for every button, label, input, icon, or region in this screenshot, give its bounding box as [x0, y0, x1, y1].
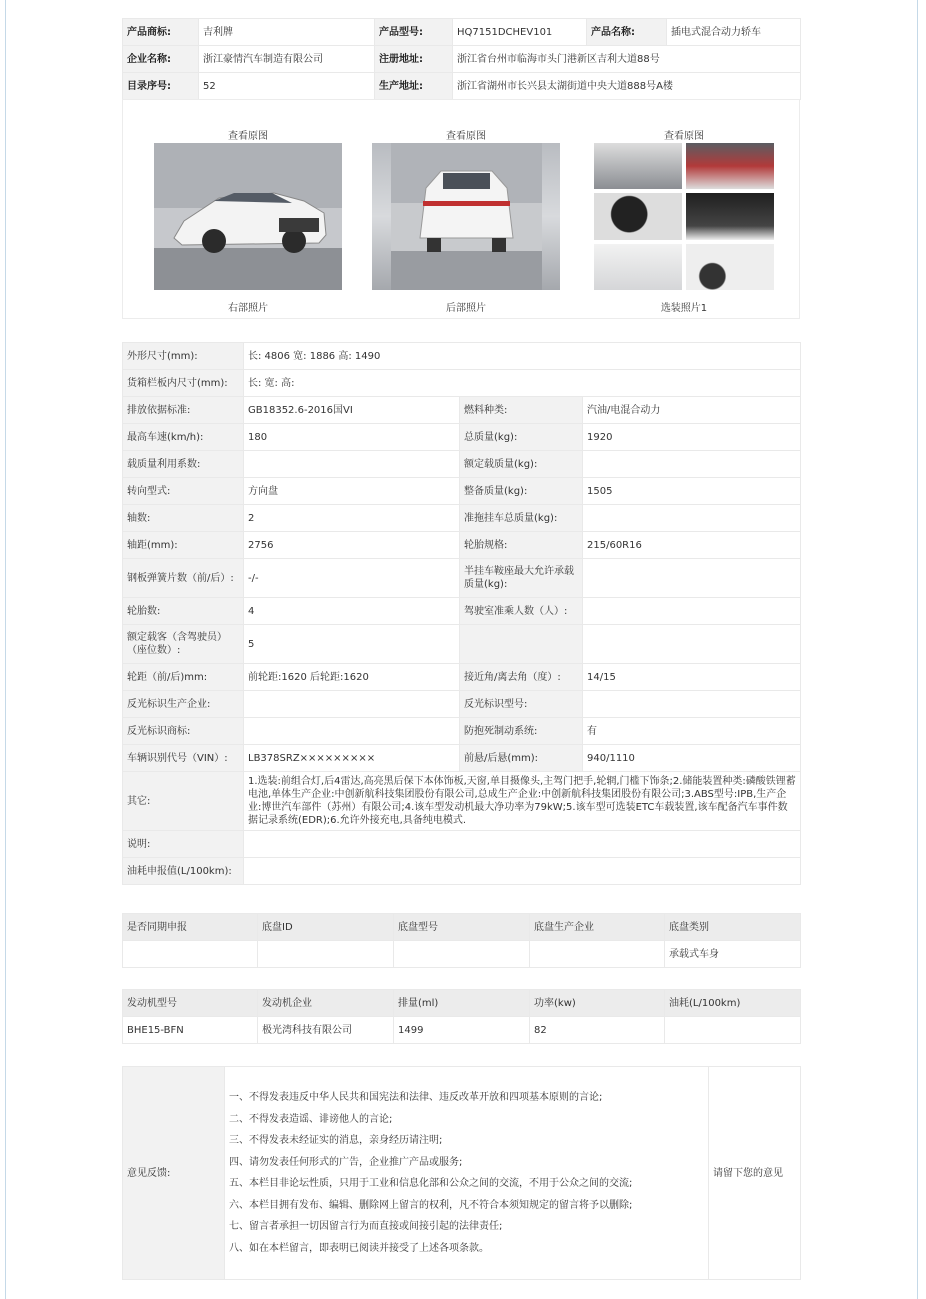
chassis-header-row	[123, 914, 801, 941]
table-row	[123, 941, 801, 968]
param-row	[123, 858, 801, 885]
rear-car-photo[interactable]	[372, 143, 560, 290]
param-label: 燃料种类:	[460, 397, 583, 424]
car-side-illustration	[154, 143, 342, 290]
param-label: 轴数:	[123, 505, 244, 532]
engine-table	[122, 989, 801, 1044]
param-label: 钢板弹簧片数（前/后）:	[123, 559, 244, 598]
table-cell	[123, 941, 258, 968]
param-label: 外形尺寸(mm):	[123, 343, 244, 370]
fuel-value	[244, 858, 801, 885]
param-label: 轮胎规格:	[460, 532, 583, 559]
brand-label: 产品商标:	[123, 19, 199, 46]
notice-line: 七、留言者承担一切因留言行为而直接或间接引起的法律责任;	[229, 1221, 503, 1232]
taillight-thumb	[686, 143, 774, 189]
param-label: 载质量利用系数:	[123, 451, 244, 478]
param-value: 940/1110	[583, 745, 801, 772]
table-cell: 极光湾科技有限公司	[258, 1017, 394, 1044]
column-header: 底盘生产企业	[530, 914, 665, 941]
photo-optional	[584, 100, 784, 314]
photo-caption: 右部照片	[228, 303, 268, 314]
param-value: 180	[244, 424, 460, 451]
right-side-car-photo[interactable]	[154, 143, 342, 290]
view-original-link[interactable]: 查看原图	[664, 131, 704, 142]
param-value	[244, 691, 460, 718]
model-label: 产品型号:	[375, 19, 453, 46]
column-header: 底盘类别	[665, 914, 801, 941]
header-row	[123, 73, 801, 100]
product-name-label: 产品名称:	[587, 19, 667, 46]
param-row	[123, 718, 801, 745]
param-value: 长: 宽: 高:	[244, 370, 801, 397]
feedback-table	[122, 1066, 801, 1280]
param-row	[123, 370, 801, 397]
leave-feedback-link[interactable]: 请留下您的意见	[709, 1067, 801, 1280]
param-value: GB18352.6-2016国VI	[244, 397, 460, 424]
param-label: 半挂车鞍座最大允许承载质量(kg):	[460, 559, 583, 598]
param-row	[123, 625, 801, 664]
column-header: 发动机型号	[123, 990, 258, 1017]
catalog-label: 目录序号:	[123, 73, 199, 100]
param-value	[583, 505, 801, 532]
param-row	[123, 397, 801, 424]
param-label: 车辆识别代号（VIN）:	[123, 745, 244, 772]
photo-right	[148, 100, 348, 314]
param-row	[123, 505, 801, 532]
param-value: 长: 4806 宽: 1886 高: 1490	[244, 343, 801, 370]
param-value: 2756	[244, 532, 460, 559]
note-label: 说明:	[123, 831, 244, 858]
param-row	[123, 532, 801, 559]
photo-gallery	[122, 99, 800, 319]
column-header: 油耗(L/100km)	[665, 990, 801, 1017]
other-value: 1.选装:前组合灯,后4雷达,高亮黑后保下本体饰板,天窗,单目摄像头,主驾门把手,轮辋,门槛下饰条;2.储能装置种类:磷酸铁锂蓄电池,单体生产企业:中创新航科技集团股份有限公司,总成生产企业:中创新航科技集团股份有限公司;3.ABS型号:IPB,生产企业:博世汽车部件（苏州）有限公司;4.该车型发动机最大净功率为79kW;5.该车型可选装ETC车载装置,该车配备汽车事件数据记录系统(EDR);6.允许外接充电,具备纯电模式.	[244, 772, 801, 831]
param-row	[123, 691, 801, 718]
param-label: 反光标识生产企业:	[123, 691, 244, 718]
param-label: 排放依据标准:	[123, 397, 244, 424]
param-row	[123, 745, 801, 772]
prod-address-value: 浙江省湖州市长兴县太湖街道中央大道888号A楼	[453, 73, 801, 100]
reg-address-value: 浙江省台州市临海市头门港新区吉利大道88号	[453, 46, 801, 73]
param-label: 轮胎数:	[123, 598, 244, 625]
photo-caption: 后部照片	[446, 303, 486, 314]
param-label: 接近角/离去角（度）:	[460, 664, 583, 691]
param-label: 转向型式:	[123, 478, 244, 505]
reg-address-label: 注册地址:	[375, 46, 453, 73]
param-value	[244, 718, 460, 745]
param-row	[123, 831, 801, 858]
param-value	[583, 625, 801, 664]
param-value: 方向盘	[244, 478, 460, 505]
param-label: 反光标识型号:	[460, 691, 583, 718]
param-value	[583, 559, 801, 598]
param-value: 有	[583, 718, 801, 745]
param-value	[583, 451, 801, 478]
header-row	[123, 19, 801, 46]
fuel-label: 油耗申报值(L/100km):	[123, 858, 244, 885]
notice-line: 五、本栏目非论坛性质，只用于工业和信息化部和公众之间的交流，不用于公众之间的交流;	[229, 1178, 633, 1189]
param-label: 轴距(mm):	[123, 532, 244, 559]
optional-photo-grid[interactable]	[594, 143, 774, 290]
column-header: 功率(kw)	[530, 990, 665, 1017]
param-row	[123, 664, 801, 691]
feedback-label: 意见反馈:	[123, 1067, 225, 1280]
wheel-thumb	[686, 244, 774, 290]
door-handle-thumb	[594, 244, 682, 290]
param-value: -/-	[244, 559, 460, 598]
view-original-link[interactable]: 查看原图	[446, 131, 486, 142]
param-row	[123, 598, 801, 625]
param-label: 前悬/后悬(mm):	[460, 745, 583, 772]
notice-line: 三、不得发表未经证实的消息，亲身经历请注明;	[229, 1135, 443, 1146]
table-cell: BHE15-BFN	[123, 1017, 258, 1044]
table-cell	[394, 941, 530, 968]
notice-line: 八、如在本栏留言，即表明已阅读并接受了上述各项条款。	[229, 1242, 489, 1254]
catalog-value: 52	[199, 73, 375, 100]
table-cell: 1499	[394, 1017, 530, 1044]
table-cell	[258, 941, 394, 968]
table-cell	[530, 941, 665, 968]
param-row	[123, 343, 801, 370]
param-row	[123, 424, 801, 451]
param-label: 额定载质量(kg):	[460, 451, 583, 478]
param-value: 1920	[583, 424, 801, 451]
note-value	[244, 831, 801, 858]
view-original-link[interactable]: 查看原图	[228, 131, 268, 142]
param-value	[583, 598, 801, 625]
param-label: 最高车速(km/h):	[123, 424, 244, 451]
param-label: 货箱栏板内尺寸(mm):	[123, 370, 244, 397]
feedback-row	[123, 1067, 801, 1280]
company-value: 浙江豪情汽车制造有限公司	[199, 46, 375, 73]
param-label: 额定载客（含驾驶员）（座位数）:	[123, 625, 244, 664]
param-value	[244, 451, 460, 478]
notice-line: 六、本栏目拥有发布、编辑、删除网上留言的权利，凡不符合本须知规定的留言将予以删除;	[229, 1199, 633, 1211]
product-header-table	[122, 18, 801, 100]
param-label: 准拖挂车总质量(kg):	[460, 505, 583, 532]
headlight-thumb	[594, 143, 682, 189]
car-rear-illustration	[391, 143, 542, 290]
notice-line: 一、不得发表违反中华人民共和国宪法和法律、违反改革开放和四项基本原则的言论;	[229, 1092, 603, 1103]
table-cell: 82	[530, 1017, 665, 1044]
other-label: 其它:	[123, 772, 244, 831]
param-label: 防抱死制动系统:	[460, 718, 583, 745]
param-value: 2	[244, 505, 460, 532]
param-value: 14/15	[583, 664, 801, 691]
photo-rear	[366, 100, 566, 314]
chassis-table	[122, 913, 801, 968]
column-header: 是否同期申报	[123, 914, 258, 941]
vehicle-params-table	[122, 342, 801, 885]
product-name-value: 插电式混合动力轿车	[667, 19, 801, 46]
param-label: 反光标识商标:	[123, 718, 244, 745]
notice-line: 四、请勿发表任何形式的广告，企业推广产品或服务;	[229, 1156, 463, 1168]
brand-value: 吉利牌	[199, 19, 375, 46]
param-value: 4	[244, 598, 460, 625]
column-header: 底盘ID	[258, 914, 394, 941]
param-label: 驾驶室准乘人数（人）:	[460, 598, 583, 625]
table-row	[123, 1017, 801, 1044]
column-header: 排量(ml)	[394, 990, 530, 1017]
table-cell: 承载式车身	[665, 941, 801, 968]
param-value: 前轮距:1620 后轮距:1620	[244, 664, 460, 691]
param-row	[123, 451, 801, 478]
engine-header-row	[123, 990, 801, 1017]
param-value: LB378SRZ×××××××××	[244, 745, 460, 772]
param-label	[460, 625, 583, 664]
param-label: 整备质量(kg):	[460, 478, 583, 505]
param-value: 215/60R16	[583, 532, 801, 559]
param-value: 1505	[583, 478, 801, 505]
param-value: 汽油/电混合动力	[583, 397, 801, 424]
param-value	[583, 691, 801, 718]
param-row	[123, 559, 801, 598]
param-label: 总质量(kg):	[460, 424, 583, 451]
roof-thumb	[686, 193, 774, 239]
param-label: 轮距（前/后)mm:	[123, 664, 244, 691]
param-value: 5	[244, 625, 460, 664]
photo-caption: 选装照片1	[660, 303, 708, 314]
param-row	[123, 478, 801, 505]
column-header: 发动机企业	[258, 990, 394, 1017]
notice-line: 二、不得发表造谣、诽谤他人的言论;	[229, 1113, 393, 1125]
model-value: HQ7151DCHEV101	[453, 19, 587, 46]
company-label: 企业名称:	[123, 46, 199, 73]
table-cell	[665, 1017, 801, 1044]
sunroof-thumb	[594, 193, 682, 239]
column-header: 底盘型号	[394, 914, 530, 941]
prod-address-label: 生产地址:	[375, 73, 453, 100]
header-row	[123, 46, 801, 73]
feedback-notice	[225, 1067, 709, 1280]
param-row	[123, 772, 801, 831]
